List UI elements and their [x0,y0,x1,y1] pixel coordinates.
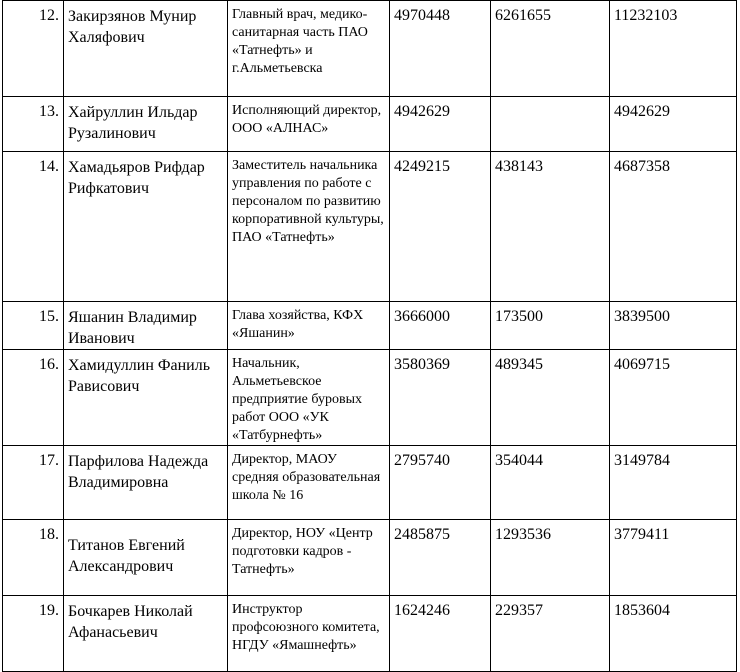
income-main: 1624246 [390,596,491,672]
table-row [3,97,737,152]
row-number: 18. [3,520,64,596]
income-other: 438143 [491,152,610,302]
person-name: Хамадьяров Рифдар Рифкатович [64,152,228,302]
income-total: 3779411 [610,520,737,596]
person-name: Яшанин Владимир Иванович [64,302,228,350]
person-position: Инструктор профсоюзного комитета, НГДУ «Ямашнефть» [228,596,390,672]
income-other: 173500 [491,302,610,350]
table-row [3,350,737,446]
person-position: Начальник, Альметьевское предприятие буровых работ ООО «УК «Татбурнефть» [228,350,390,446]
person-name: Парфилова Надежда Владимировна [64,446,228,520]
income-main: 4249215 [390,152,491,302]
row-number: 16. [3,350,64,446]
income-total: 11232103 [610,1,737,97]
income-total: 4687358 [610,152,737,302]
income-main: 4970448 [390,1,491,97]
table-row [3,302,737,350]
income-other: 489345 [491,350,610,446]
person-name: Бочкарев Николай Афанасьевич [64,596,228,672]
person-position: Глава хозяйства, КФХ «Яшанин» [228,302,390,350]
income-other: 229357 [491,596,610,672]
income-total: 4942629 [610,97,737,152]
person-position: Главный врач, медико-санитарная часть ПАО «Татнефть» и г.Альметьевска [228,1,390,97]
person-name: Хамидуллин Фаниль Рависович [64,350,228,446]
row-number: 15. [3,302,64,350]
row-number: 17. [3,446,64,520]
income-table [2,0,737,672]
income-main: 2795740 [390,446,491,520]
table-row [3,152,737,302]
income-total: 4069715 [610,350,737,446]
table-row [3,520,737,596]
income-main: 3666000 [390,302,491,350]
row-number: 14. [3,152,64,302]
table-row [3,1,737,97]
income-other: 354044 [491,446,610,520]
person-position: Заместитель начальника управления по работе с персоналом по развитию корпоративной культуры, ПАО «Татнефть» [228,152,390,302]
income-main: 2485875 [390,520,491,596]
person-name: Титанов Евгений Александрович [68,537,185,575]
income-main: 3580369 [390,350,491,446]
income-other: 6261655 [491,1,610,97]
income-total: 3149784 [610,446,737,520]
income-main: 4942629 [390,97,491,152]
row-number: 13. [3,97,64,152]
person-name: Закирзянов Мунир Халяфович [64,1,228,97]
table-row [3,596,737,672]
income-other [491,97,610,152]
income-total: 3839500 [610,302,737,350]
row-number: 19. [3,596,64,672]
income-total: 1853604 [610,596,737,672]
row-number: 12. [3,1,64,97]
income-other: 1293536 [491,520,610,596]
person-position: Директор, НОУ «Центр подготовки кадров - Татнефть» [228,520,390,596]
table-row [3,446,737,520]
person-name: Хайруллин Ильдар Рузалинович [64,97,228,152]
person-position: Исполняющий директор, ООО «АЛНАС» [228,97,390,152]
person-position: Директор, МАОУ средняя образовательная школа № 16 [228,446,390,520]
